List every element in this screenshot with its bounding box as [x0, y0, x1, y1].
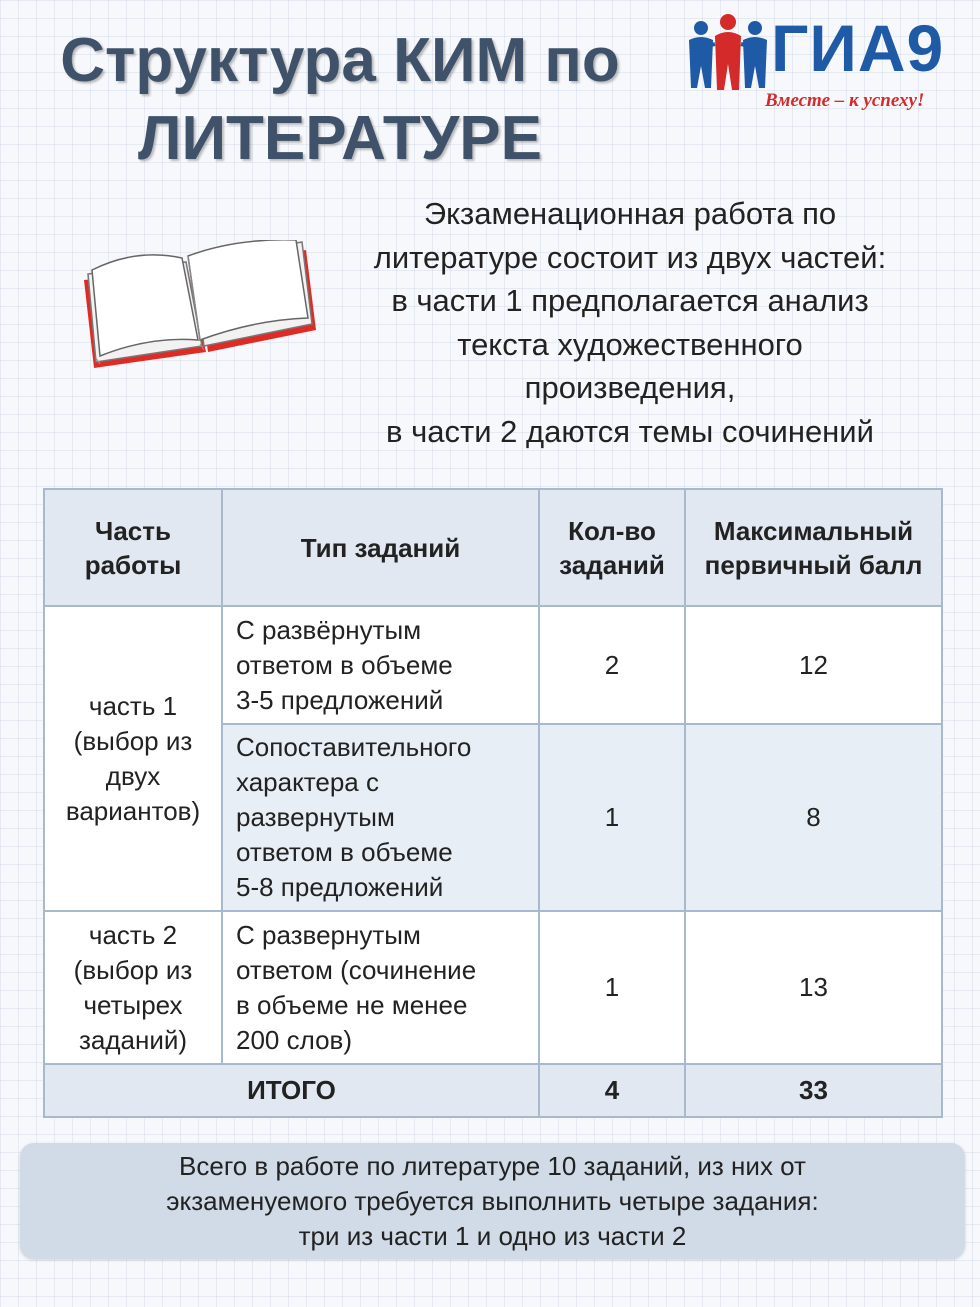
task-type-line: развернутым — [236, 802, 395, 832]
score-cell: 12 — [685, 606, 942, 724]
kim-structure-table — [43, 488, 943, 1118]
part1-label — [44, 606, 222, 911]
header-count: Кол-во заданий — [539, 489, 685, 606]
task-type-line: в объеме не менее — [236, 989, 468, 1020]
part-label-line: часть 1 — [88, 690, 178, 721]
summary-line: Всего в работе по литературе 10 заданий, из них от — [179, 1150, 806, 1181]
intro-line: литературе состоит из двух частей: — [373, 239, 887, 275]
part-label-line: (выбор из — [73, 954, 193, 985]
task-type-line: 3-5 предложений — [236, 684, 444, 715]
score-cell: 8 — [685, 724, 942, 911]
part-label-line: двух — [105, 760, 161, 791]
gia9-logo — [685, 8, 970, 118]
task-type-cell — [222, 606, 539, 724]
total-row — [44, 1064, 942, 1117]
part-label-line: заданий) — [78, 1024, 188, 1055]
intro-line: Экзаменационная работа по — [423, 196, 837, 231]
task-type-line: ответом (сочинение — [236, 954, 477, 985]
page-title — [0, 22, 680, 178]
task-type-line: С развернутым — [236, 919, 421, 950]
summary-box — [20, 1143, 965, 1259]
task-type-line: ответом в объеме — [236, 837, 453, 867]
summary-line: три из части 1 и одно из части 2 — [298, 1220, 687, 1251]
page-title-line1: Структура КИМ по — [60, 26, 620, 95]
table-row — [44, 606, 942, 724]
people-figures-icon — [685, 14, 777, 92]
count-cell: 1 — [539, 911, 685, 1064]
logo-text: ГИА9 — [771, 11, 945, 85]
task-type-line: ответом в объеме — [236, 649, 453, 680]
table-row — [44, 911, 942, 1064]
intro-line: произведения, — [524, 370, 736, 405]
header-task-type: Тип заданий — [222, 489, 539, 606]
total-count: 4 — [539, 1064, 685, 1117]
total-score: 33 — [685, 1064, 942, 1117]
summary-line: экзаменуемого требуется выполнить четыре задания: — [166, 1185, 819, 1216]
page-title-line2: ЛИТЕРАТУРЕ — [137, 104, 543, 173]
table-header-row — [44, 489, 942, 606]
part-label-line: часть 2 — [88, 919, 178, 950]
intro-line: текста художественного — [457, 326, 803, 362]
header-max-score: Максимальный первичный балл — [685, 489, 942, 606]
part-label-line: четырех — [83, 989, 183, 1020]
intro-line: в части 2 даются темы сочинений — [386, 413, 874, 449]
part-label-line: вариантов) — [65, 795, 201, 826]
task-type-cell — [222, 911, 539, 1064]
logo-slogan: Вместе – к успеху! — [765, 90, 925, 111]
task-type-cell — [222, 724, 539, 911]
open-book-icon — [76, 240, 321, 380]
part2-label — [44, 911, 222, 1064]
task-type-line: характера с — [236, 767, 379, 797]
score-cell: 13 — [685, 911, 942, 1064]
total-label: ИТОГО — [44, 1064, 539, 1117]
task-type-line: 5-8 предложений — [236, 872, 444, 902]
task-type-line: С развёрнутым — [236, 614, 422, 645]
count-cell: 2 — [539, 606, 685, 724]
intro-line: в части 1 предполагается анализ — [391, 283, 869, 318]
header-part: Часть работы — [44, 489, 222, 606]
part-label-line: (выбор из — [73, 725, 193, 756]
task-type-line: 200 слов) — [236, 1024, 352, 1055]
intro-text — [310, 192, 950, 453]
task-type-line: Сопоставительного — [236, 732, 472, 762]
count-cell: 1 — [539, 724, 685, 911]
